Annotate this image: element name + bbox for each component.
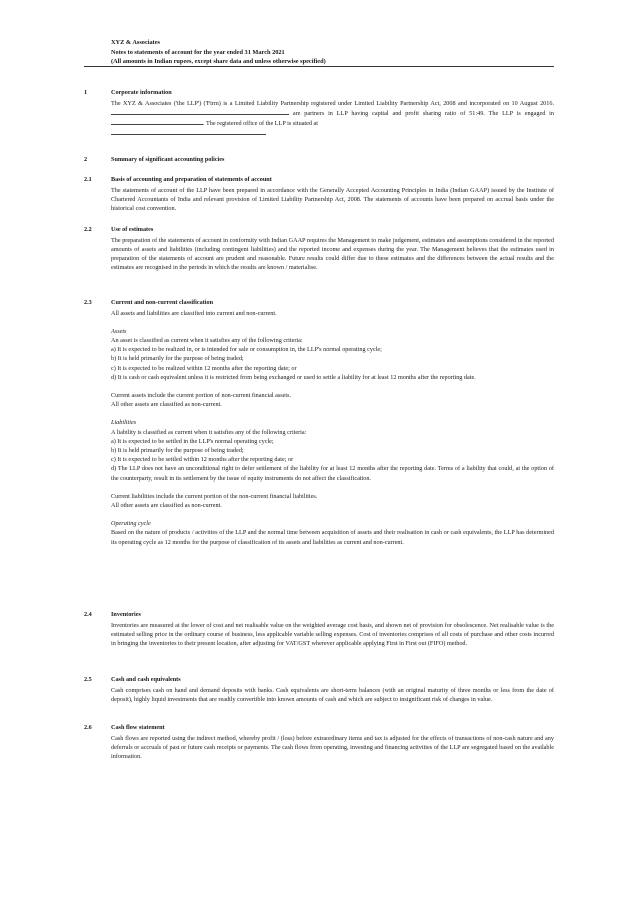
liabilities-line: b) It is held primarily for the purpose of being traded; [111, 446, 244, 454]
section-2 [84, 155, 554, 166]
text-segment: . The registered office of the LLP is situated at [203, 119, 319, 127]
section-number: 2.1 [84, 176, 92, 183]
operating-cycle-heading: Operating cycle [111, 520, 151, 528]
liabilities-line: A liability is classified as current when it satisfies any of the following criteria: [111, 428, 307, 436]
section-title: Inventories [111, 611, 141, 618]
assets-line: a) It is expected to be realized in, or is intended for sale or consumption in, the LLP's normal operating cycle; [111, 346, 382, 354]
assets-note: Current assets include the current portion of non-current financial assets. [111, 391, 292, 399]
firm-name: XYZ & Associates [111, 39, 160, 46]
section-1 [84, 88, 554, 138]
section-title: Summary of significant accounting policies [111, 156, 225, 163]
liabilities-note: Current liabilities include the current portion of the non-current financial liabilities. [111, 492, 318, 500]
assets-line: c) It is expected to be realized within 12 months after the reporting date; or [111, 364, 297, 372]
section-number: 2.3 [84, 299, 92, 306]
section-paragraph: Cash comprises cash on hand and demand deposits with banks. Cash equivalents are short-term balances (with an original maturity of three months or less from the date of deposit), highly liquid investments that are readily convertible into known amounts of cash and which are subject to insignificant risk of changes in value. [111, 686, 554, 703]
operating-cycle-text: Based on the nature of products / activities of the LLP and the normal time between acquisition of assets and their realisation in cash or cash equivalents, the LLP has determined its operating cycle as 12 months for the purpose of classification of its assets and liabilities as current and non-current. [111, 529, 554, 546]
notes-title: Notes to statements of account for the year ended 31 March 2021 [111, 48, 285, 56]
assets-line: An asset is classified as current when it satisfies any of the following criteria: [111, 336, 303, 344]
section-number: 2.4 [84, 611, 92, 618]
assets-note: All other assets are classified as non-current. [111, 401, 222, 409]
section-title: Use of estimates [111, 226, 154, 233]
section-paragraph [111, 99, 554, 139]
section-number: 2.5 [84, 676, 92, 683]
assets-line: d) It is cash or cash equivalent unless it is restricted from being exchanged or used to settle a liability for at least 12 months after the reporting date. [111, 373, 476, 381]
section-2-4 [84, 610, 554, 648]
section-2-6 [84, 723, 554, 761]
text-segment: are partners in LLP having capital and profit sharing ratio of 51:49. The LLP is engaged in [292, 109, 554, 117]
section-2-5 [84, 675, 554, 704]
blank-address [111, 128, 266, 135]
liabilities-note: All other assets are classified as non-current. [111, 501, 222, 509]
liabilities-heading: Liabilities [111, 419, 137, 427]
intro-text: All assets and liabilities are classified into current and non-current. [111, 309, 277, 317]
section-paragraph: The statements of account of the LLP have been prepared in accordance with the Generally Accepted Accounting Principles in India (Indian GAAP) issued by the Institute of Chartered Accountants of India and relevant provision of Limited Liability Partnership Act, 2008. The statements of accounts have been prepared on accrual basis under the historical cost convention. [111, 186, 554, 212]
liabilities-line: a) It is expected to be settled in the LLP's normal operating cycle; [111, 437, 274, 445]
header-divider [84, 66, 554, 67]
blank-partners [111, 108, 289, 115]
document-header [111, 38, 554, 67]
section-title: Cash and cash equivalents [111, 676, 181, 683]
assets-heading: Assets [111, 327, 127, 335]
section-title: Cash flow statement [111, 724, 165, 731]
section-title: Corporate information [111, 89, 172, 96]
amounts-note: (All amounts in Indian rupees, except share data and unless otherwise specified) [111, 58, 326, 66]
section-2-1 [84, 175, 554, 213]
text-segment: The XYZ & Associates ('the LLP') ('Firm) is a Limited Liability Partnership registered under Limited Liability Partnership Act, 2008 and incorporated on 10 August 2016. [111, 99, 554, 107]
liabilities-line: d) The LLP does not have an unconditional right to defer settlement of the liability for at least 12 months after the reporting date. Terms of a liability that could, at the option of the counterparty, result in its settlement by the issue of equity instruments do not affect the classification. [111, 465, 554, 482]
section-2-2 [84, 225, 554, 272]
liabilities-line: c) It is expected to be settled within 12 months after the reporting date; or [111, 456, 294, 464]
section-paragraph: Inventories are measured at the lower of cost and net realisable value on the weighted average cost basis, and shown net of provision for obsolescence. Net realisable value is the estimated selling price in the ordinary course of business, less applicable variable selling expenses. Cost of inventories comprises of all costs of purchase and other costs incurred in bringing the inventories to their present location, after adjusting for VAT/GST wherever applicable applying First in First out (FIFO) method. [111, 621, 554, 647]
blank-business [111, 118, 203, 125]
section-number: 2 [84, 156, 88, 163]
section-number: 1 [84, 89, 88, 96]
section-paragraph: The preparation of the statements of account in conformity with Indian GAAP requires the Management to make judgement, estimates and assumptions considered in the reported amounts of assets and liabilities (including contingent liabilities) and the reported income and expenses during the year. The Management believes that the estimates used in preparation of the statements of account are prudent and reasonable. Future results could differ due to these estimates and the differences between the actual results and the estimates are recognised in the periods in which the results are known / materialise. [111, 236, 554, 272]
section-title: Current and non-current classification [111, 299, 214, 306]
section-number: 2.2 [84, 226, 92, 233]
section-2-3 [84, 298, 554, 547]
section-title: Basis of accounting and preparation of statements of account [111, 176, 272, 183]
section-number: 2.6 [84, 724, 92, 731]
section-paragraph: Cash flows are reported using the indirect method, whereby profit / (loss) before extraordinary items and tax is adjusted for the effects of transactions of non-cash nature and any deferrals or accruals of past or future cash receipts or payments. The cash flows from operating, investing and financing activities of the LLP are segregated based on the available information. [111, 734, 554, 760]
assets-line: b) It is held primarily for the purpose of being traded; [111, 355, 244, 363]
